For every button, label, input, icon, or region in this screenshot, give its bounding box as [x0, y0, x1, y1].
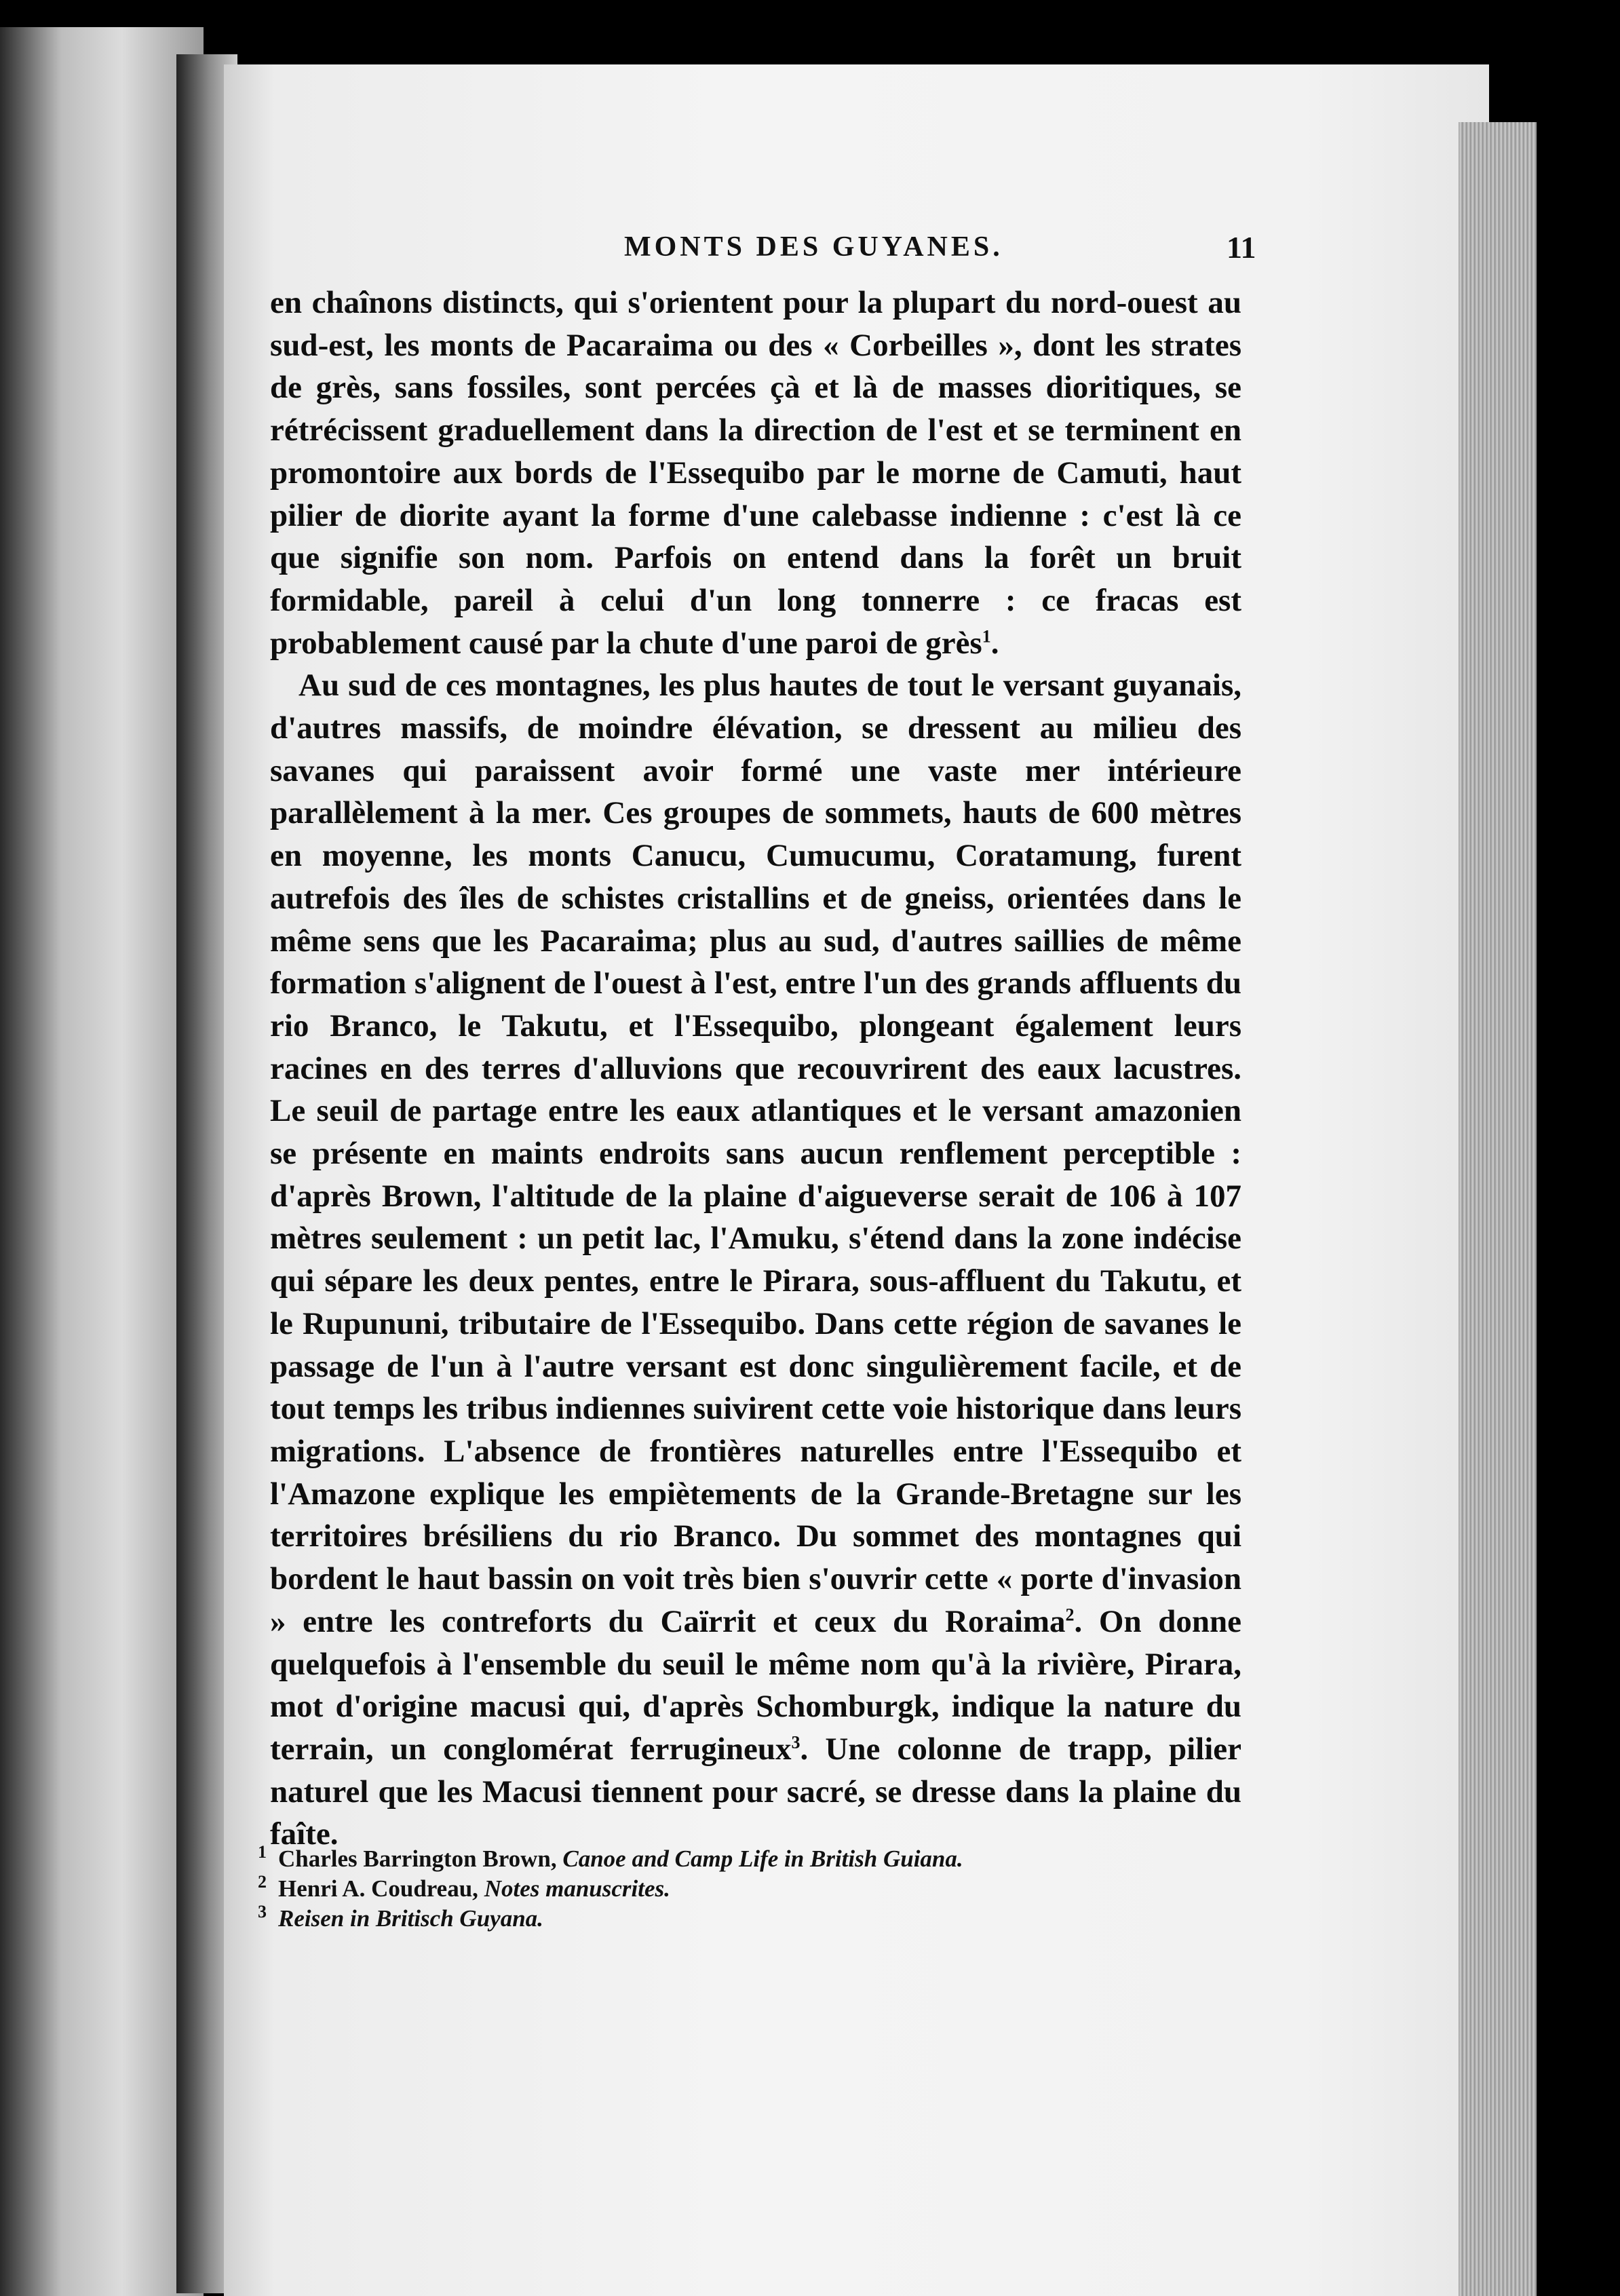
footnotes [258, 1844, 1208, 1934]
footnote-title: Reisen in Britisch Guyana. [278, 1905, 543, 1932]
footnote-marker: 3 [791, 1732, 801, 1753]
paragraph-end: . [990, 625, 999, 661]
footnote-title: Notes manuscrites. [484, 1875, 670, 1902]
paragraph-text: en chaînons distincts, qui s'orientent pour la plupart du nord-ouest au sud-est, les monts de Pacaraima ou des « Corbeilles », dont les strates de grès, sans fossiles, sont percées çà et là de masses dioritiques, se rétrécissent graduellement dans la direction de l'est et se terminent en promontoire aux bords de l'Essequibo par le morne de Camuti, haut pilier de diorite ayant la forme d'une calebasse indienne : c'est là ce que signifie son nom. Parfois on entend dans la forêt un bruit formidable, pareil à celui d'un long tonnerre : ce fracas est probablement causé par la chute d'une paroi de grès [270, 285, 1241, 661]
left-page-edge [0, 27, 204, 2296]
running-head [224, 231, 1489, 271]
body-text [270, 282, 1241, 1856]
paragraph [270, 664, 1241, 1856]
paragraph-text: Au sud de ces montagnes, les plus hautes de tout le versant guyanais, d'autres massifs, de moindre élévation, se dressent au milieu des savanes qui paraissent avoir formé une vaste mer intérieure parallèlement à la mer. Ces groupes de sommets, hauts de 600 mètres en moyenne, les monts Canucu, Cumucumu, Coratamung, furent autrefois des îles de schistes cristallins et de gneiss, orientées dans le même sens que les Pacaraima; plus au sud, d'autres saillies de même formation s'alignent de l'ouest à l'est, entre l'un des grands affluents du rio Branco, le Takutu, et l'Essequibo, plongeant également leurs racines en des terres d'alluvions que recouvrirent des eaux lacustres. Le seuil de partage entre les eaux atlantiques et le versant amazonien se présente en maints endroits sans aucun renflement perceptible : d'après Brown, l'altitude de la plaine d'aigueverse serait de 106 à 107 mètres seulement : un petit lac, l'Amuku, s'étend dans la zone indécise qui sépare les deux pentes, entre le Pirara, sous-affluent du Takutu, et le Rupununi, tributaire de l'Essequibo. Dans cette région de savanes le passage de l'un à l'autre versant est donc singulièrement facile, et de tout temps les tribus indiennes suivirent cette voie historique dans leurs migrations. L'absence de frontières naturelles entre l'Essequibo et l'Amazone explique les empiètements de la Grande-Bretagne sur les territoires brésiliens du rio Branco. Du sommet des montagnes qui bordent le haut bassin on voit très bien s'ouvrir cette « porte d'invasion » entre les contreforts du Caïrrit et ceux du Roraima [270, 668, 1241, 1639]
footnote-marker: 1 [982, 626, 991, 646]
paragraph [270, 282, 1241, 664]
footnote-text: Charles Barrington Brown, [278, 1845, 563, 1872]
running-title: MONTS DES GUYANES. [624, 231, 1003, 263]
footnote-text: Henri A. Coudreau, [278, 1875, 484, 1902]
footnote-title: Canoe and Camp Life in British Guiana. [562, 1845, 963, 1872]
footnote: $^3$ Reisen in Britisch Guyana. [258, 1902, 543, 1932]
page-edges-stack [1459, 122, 1537, 2296]
page-number: 11 [1227, 230, 1256, 265]
footnote: $^2$ Henri A. Coudreau, Notes manuscrites. [258, 1872, 670, 1902]
paragraph-text: . On donne quelquefois à l'ensemble du seuil le même nom qu'à la rivière, Pirara, mot d'origine macusi qui, d'après Schomburgk, indique la nature du terrain, un conglomérat ferrugineux [270, 1603, 1241, 1767]
footnote-marker: 2 [1065, 1605, 1075, 1625]
paragraph-text: . Une colonne de trapp, pilier naturel que les Macusi tiennent pour sacré, se dresse dans la plaine du faîte. [270, 1731, 1241, 1852]
footnote: $^1$ Charles Barrington Brown, Canoe and Camp Life in British Guiana. [258, 1842, 963, 1872]
